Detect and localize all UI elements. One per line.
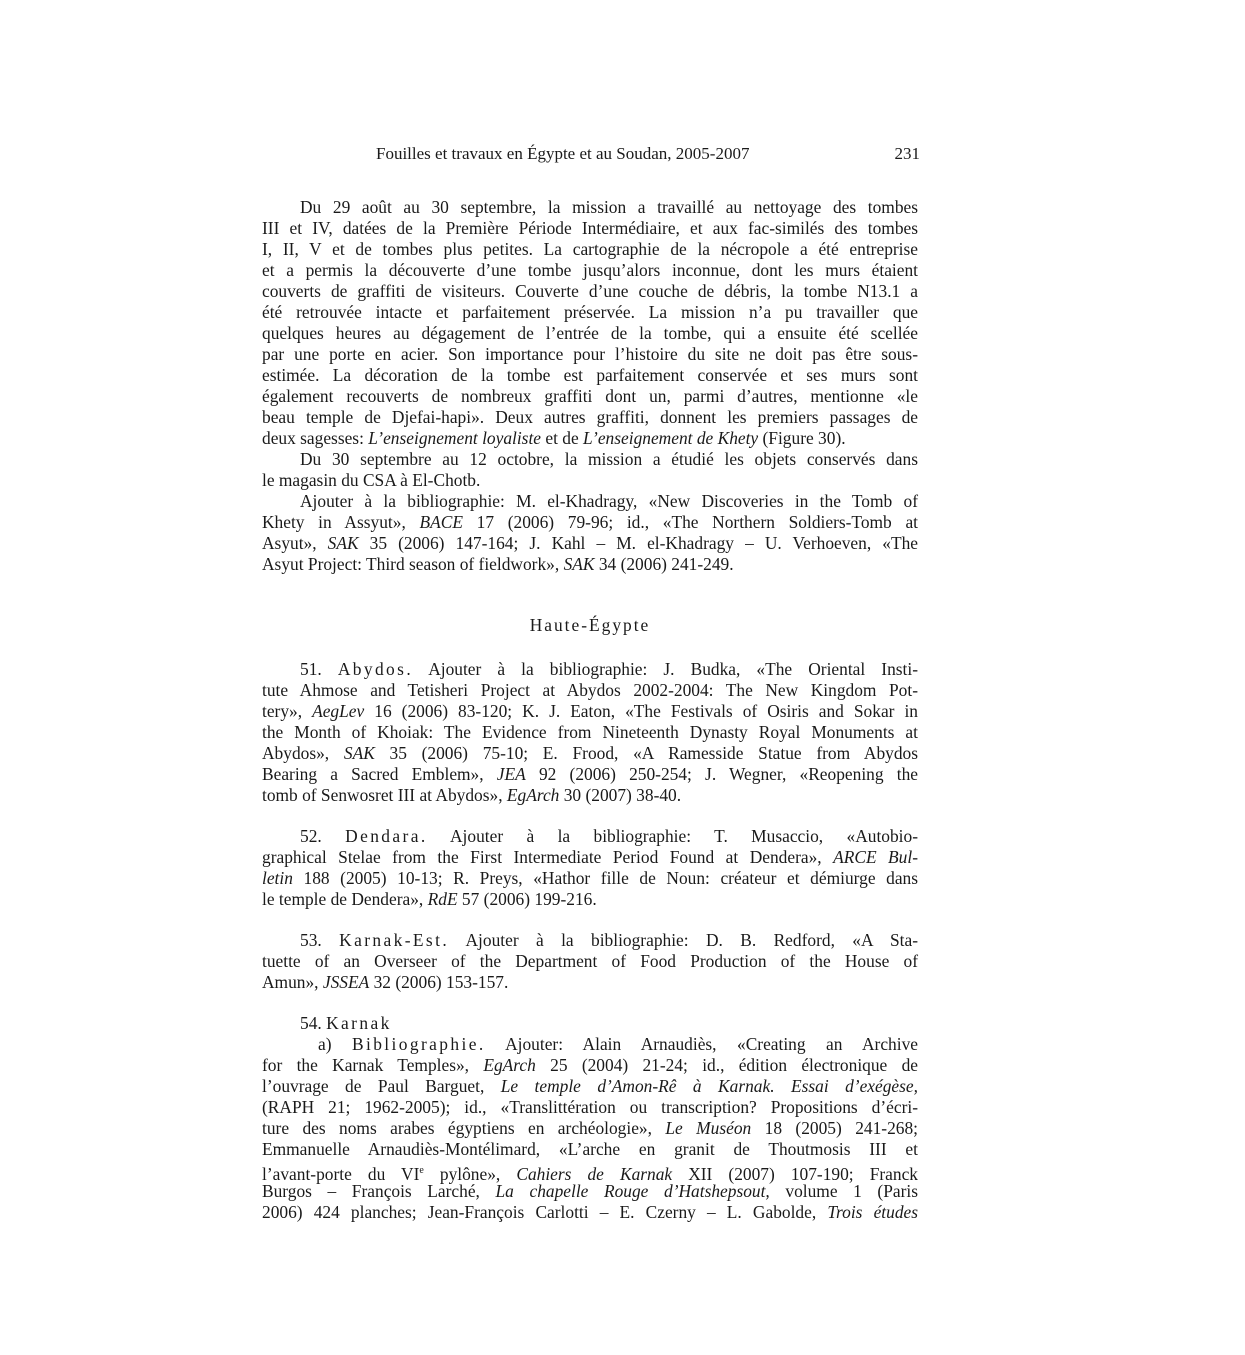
text-line — [318, 1034, 918, 1055]
text-run: tute Ahmose and Tetisheri Project at Abydos 2002-2004: The New Kingdom Pot- — [262, 680, 918, 700]
text-line — [262, 554, 918, 575]
text-run: tery», — [262, 701, 313, 721]
italic-text: Le temple d’Amon-Rê à Karnak. Essai d’exégèse, — [500, 1076, 918, 1096]
italic-text: EgArch — [483, 1055, 536, 1075]
text-line — [262, 847, 918, 868]
text-run: l’avant-porte du VI — [262, 1163, 420, 1184]
italic-text: Le Muséon — [665, 1118, 752, 1138]
text-run: tuette of an Overseer of the Department of Food Production of the House of — [262, 951, 918, 971]
text-run: a) — [318, 1034, 352, 1054]
text-line — [300, 930, 918, 951]
text-line — [262, 302, 918, 323]
italic-text: JEA — [496, 764, 526, 784]
italic-text: L’enseignement de Khety — [583, 428, 759, 448]
text-run: Du 29 août au 30 septembre, la mission a travaillé au nettoyage des tombes — [300, 197, 918, 217]
text-line — [262, 1181, 918, 1202]
text-run: III et IV, datées de la Première Période Intermédiaire, et aux fac-similés des tombes — [262, 218, 918, 238]
text-run: quelques heures au dégagement de l’entrée de la tombe, qui a ensuite été scellée — [262, 323, 918, 343]
italic-text: SAK — [327, 533, 359, 553]
italic-text: letin — [262, 868, 293, 888]
text-line — [262, 743, 918, 764]
text-line — [262, 281, 918, 302]
italic-text: AegLev — [312, 701, 365, 721]
text-line — [300, 659, 918, 680]
italic-text: SAK — [563, 554, 595, 574]
text-run: le temple de Dendera», — [262, 889, 428, 909]
italic-text: BACE — [419, 512, 463, 532]
text-line — [262, 1055, 918, 1076]
text-run: été retrouvée intacte et parfaitement préservée. La mission n’a pu travailler que — [262, 302, 918, 322]
text-run: ture des noms arabes égyptiens en archéologie», — [262, 1118, 666, 1138]
text-run: Bearing a Sacred Emblem», — [262, 764, 497, 784]
text-line — [262, 386, 918, 407]
text-line — [262, 889, 918, 910]
text-run: 54. — [300, 1013, 327, 1033]
text-run: (Figure 30). — [758, 428, 846, 448]
spaced-heading-text: Dendara. — [345, 826, 428, 846]
text-run: Abydos», — [262, 743, 344, 763]
text-run: graphical Stelae from the First Intermediate Period Found at Dendera», — [262, 847, 834, 867]
text-run: Asyut», — [262, 533, 328, 553]
text-run: Asyut Project: Third season of fieldwork», — [262, 554, 564, 574]
text-line — [262, 323, 918, 344]
text-run: 17 (2006) 79-96; id., «The Northern Soldiers-Tomb at — [462, 512, 918, 532]
text-run: 35 (2006) 147-164; J. Kahl – M. el-Khadragy – U. Verhoeven, «The — [358, 533, 918, 553]
text-line — [262, 1097, 918, 1118]
running-title: Fouilles et travaux en Égypte et au Soudan, 2005-2007 — [376, 144, 750, 163]
text-line — [262, 365, 918, 386]
italic-text: EgArch — [506, 785, 560, 805]
text-run: e — [419, 1165, 424, 1176]
text-run: 34 (2006) 241-249. — [594, 554, 734, 574]
text-run: volume 1 (Paris — [769, 1181, 919, 1201]
text-line — [262, 344, 918, 365]
italic-text: L’enseignement loyaliste — [368, 428, 541, 448]
text-line — [262, 701, 918, 722]
italic-text: RdE — [427, 889, 458, 909]
text-run: 32 (2006) 153-157. — [369, 972, 509, 992]
spaced-heading-text: Bibliographie. — [351, 1034, 486, 1054]
text-line — [262, 407, 918, 428]
text-run: 57 (2006) 199-216. — [457, 889, 597, 909]
italic-text: Trois études — [827, 1202, 919, 1222]
running-header — [262, 142, 920, 166]
text-run: 2006) 424 planches; Jean-François Carlotti – E. Czerny – L. Gabolde, — [262, 1202, 828, 1222]
text-run: Ajouter à la bibliographie: D. B. Redford, «A Sta- — [449, 930, 918, 950]
section-title: Haute-Égypte — [529, 615, 651, 635]
text-run: Ajouter à la bibliographie: J. Budka, «The Oriental Insti- — [413, 659, 918, 679]
text-run: Ajouter: Alain Arnaudiès, «Creating an Archive — [485, 1034, 918, 1054]
text-run: couverts de graffiti de visiteurs. Couverte d’une couche de débris, la tombe N13.1 a — [262, 281, 918, 301]
text-run: for the Karnak Temples», — [262, 1055, 484, 1075]
text-run: Emmanuelle Arnaudiès-Montélimard, «L’arche en granit de Thoutmosis III et — [262, 1139, 918, 1159]
text-run: et de — [541, 428, 584, 448]
text-run: the Month of Khoiak: The Evidence from Nineteenth Dynasty Royal Monuments at — [262, 722, 918, 742]
page-number: 231 — [894, 144, 920, 163]
text-run: 92 (2006) 250-254; J. Wegner, «Reopening the — [525, 764, 918, 784]
text-run: Burgos – François Larché, — [262, 1181, 496, 1201]
text-run: Ajouter à la bibliographie: M. el-Khadragy, «New Discoveries in the Tomb of — [300, 491, 918, 511]
text-run: 30 (2007) 38-40. — [559, 785, 682, 805]
text-run: beau temple de Djefai-hapi». Deux autres graffiti, donnent les premiers passages de — [262, 407, 918, 427]
text-line — [262, 470, 918, 491]
text-line — [262, 680, 918, 701]
text-run: 18 (2005) 241-268; — [751, 1118, 918, 1138]
italic-text: JSSEA — [322, 972, 370, 992]
text-run: 52. — [300, 826, 346, 846]
spaced-heading-text: Karnak — [326, 1013, 392, 1033]
text-run: I, II, V et de tombes plus petites. La cartographie de la nécropole a été entreprise — [262, 239, 918, 259]
text-line — [262, 1118, 918, 1139]
text-line — [262, 239, 918, 260]
italic-text: Cahiers de Karnak — [516, 1163, 673, 1184]
text-run: (RAPH 21; 1962-2005); id., «Translittération ou transcription? Propositions d’écri- — [262, 1097, 918, 1117]
text-line — [262, 1139, 918, 1160]
text-line — [300, 826, 918, 847]
text-line — [262, 722, 918, 743]
text-line — [262, 260, 918, 281]
text-line — [262, 951, 918, 972]
text-run: tomb of Senwosret III at Abydos», — [262, 785, 507, 805]
text-line — [300, 491, 918, 512]
text-run: pylône», — [423, 1163, 517, 1184]
text-line — [262, 785, 918, 806]
text-line — [262, 428, 918, 449]
text-run: Ajouter à la bibliographie: T. Musaccio, «Autobio- — [427, 826, 918, 846]
text-line — [300, 1013, 918, 1034]
text-run: 51. — [300, 659, 338, 679]
text-run: estimée. La décoration de la tombe est parfaitement conservée et ses murs sont — [262, 365, 918, 385]
italic-text: SAK — [343, 743, 375, 763]
italic-text: La chapelle Rouge d’Hatshepsout, — [495, 1181, 770, 1201]
text-run: également recouverts de nombreux graffiti dont un, parmi d’autres, mentionne «le — [262, 386, 918, 406]
text-run: 25 (2004) 21-24; id., édition électronique de — [535, 1055, 918, 1075]
spaced-heading-text: Abydos. — [337, 659, 414, 679]
text-run: Du 30 septembre au 12 octobre, la mission a étudié les objets conservés dans — [300, 449, 918, 469]
text-run: Amun», — [262, 972, 323, 992]
italic-text: ARCE Bul- — [833, 847, 918, 867]
text-run: 35 (2006) 75-10; E. Frood, «A Ramesside Statue from Abydos — [374, 743, 919, 763]
text-run: et a permis la découverte d’une tombe jusqu’alors inconnue, dont les murs étaient — [262, 260, 918, 280]
text-line — [262, 764, 918, 785]
text-line — [262, 1076, 918, 1097]
text-line — [262, 218, 918, 239]
text-run: par une porte en acier. Son importance pour l’histoire du site ne doit pas être sous- — [262, 344, 918, 364]
text-line — [300, 197, 918, 218]
text-line — [262, 1202, 918, 1223]
text-line — [262, 868, 918, 889]
text-run: l’ouvrage de Paul Barguet, — [262, 1076, 501, 1096]
spaced-heading-text: Karnak-Est. — [339, 930, 450, 950]
text-line — [300, 449, 918, 470]
text-run: 188 (2005) 10-13; R. Preys, «Hathor fille de Noun: créateur et démiurge dans — [292, 868, 918, 888]
text-line — [262, 533, 918, 554]
text-line — [262, 1160, 918, 1184]
text-run: Khety in Assyut», — [262, 512, 420, 532]
text-run: 16 (2006) 83-120; K. J. Eaton, «The Festivals of Osiris and Sokar in — [364, 701, 918, 721]
text-run: 53. — [300, 930, 340, 950]
text-line — [262, 972, 918, 993]
text-line — [262, 512, 918, 533]
text-run: XII (2007) 107-190; Franck — [672, 1163, 918, 1184]
text-run: le magasin du CSA à El-Chotb. — [262, 470, 481, 490]
text-run: deux sagesses: — [262, 428, 369, 448]
